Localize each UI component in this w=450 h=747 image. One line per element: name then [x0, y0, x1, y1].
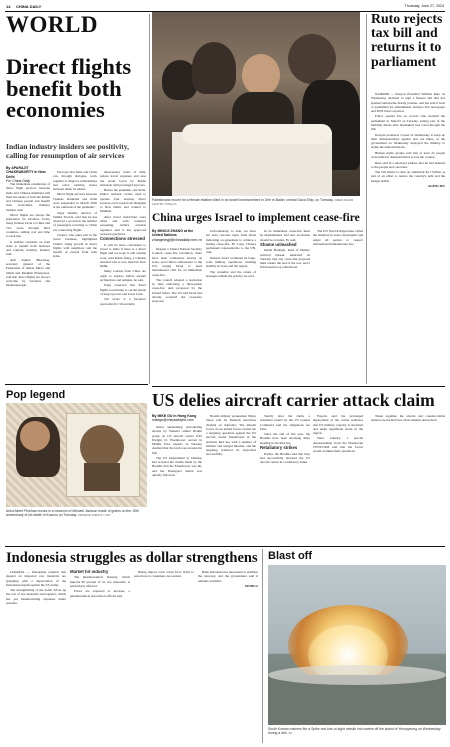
indonesia-paragraph: Rising import costs could force firms to pass more to consumers, he warned. [134, 570, 194, 579]
carrier-paragraph: Houthi military spokesman Yahya Saree told Al Masirah television channel on Saturday: The missile forces of our armed forces carried out a targeting operation against the US aircraft carrier Eisenhower in the northern Red Sea with a number of ballistic and winged missiles, and the targeting achieved its objectives successfully. [206, 414, 256, 457]
indonesia-body-col3 [134, 570, 194, 744]
gaza-body-col3 [260, 229, 310, 383]
lead-subhead: Indian industry insiders see positivity, calling for resumption of air services [6, 142, 130, 160]
gaza-photo-caption [152, 198, 360, 206]
carrier-paragraph: Since January, a special announcement from the Houthi-run CENTCOM said that the forces would continue their operations. [313, 436, 363, 454]
blast-off-caption [268, 727, 446, 735]
indonesia-paragraph: Bank Indonesia has intervened to stabilize the currency, and the government said it remains watchful. [198, 570, 258, 583]
carrier-paragraph: Taken together, the attacks and counter-claims underscore the Red Sea crisis remains unresolved. [371, 414, 445, 423]
paper-name: CHINA DAILY [16, 4, 42, 9]
gaza-photo-credit: ABED RAHIM KHATIB / XINHUA [152, 198, 354, 207]
gaza-paragraph: Unfortunately, to date, we have not seen concrete signs from Israel indicating an agreement to achieve a lasting cease-fire, Fu Cong, China's permanent representative to the UN, said. [206, 229, 256, 255]
gaza-body-col2 [206, 229, 256, 383]
carrier-body-col5 [371, 414, 445, 543]
carrier-paragraph: The US Department of Defense had accused the claims made by the Houthis that the Eisenhower was hit, and the Pentagon's denial was quickly followed. [152, 455, 202, 477]
lead-paragraph: It enables countries on both sides to benefit from business and tourism, industry insiders said. [6, 239, 50, 257]
carrier-byline-name: By MIKE GU in Hong Kong [152, 414, 197, 418]
ruto-headline: Ruto rejects tax bill and returns it to parliament [371, 11, 443, 69]
gaza-photo [152, 12, 360, 196]
lead-paragraph: We hope that India and China can, through dialogue, work together to improve relationships and solve existing issues between them, he added. [53, 170, 97, 191]
gaza-paragraph: Despite a United Nations Security Council cease-fire resolution, there have been continuous attacks on Gaza, and China's ambassador to the UN, urging Israel to heed international calls for an immediate cease-fire. [152, 247, 202, 277]
gaza-paragraph: The UN Special Rapporteur called the situation in Gaza catastrophic and urged all parties to respect international humanitarian law. [313, 229, 363, 246]
lead-body-col1 [6, 182, 50, 378]
indonesia-crosshead: Market hit industry [70, 570, 109, 574]
lead-paragraph: It will be more convenient to travel to India if there is a direct flight and we hope it will resume soon, said Robin Jiang, a Chinese national who is now based in New Delhi. [100, 242, 146, 268]
indonesia-source: XINHUA [244, 583, 258, 588]
indonesia-paragraph: Prices are expected to increase, a pharmaceutical association official said. [70, 589, 130, 598]
ruto-paragraph: Human rights groups said that at least 22 people were killed in demonstrations across the country. [371, 150, 445, 160]
ruto-source: AGENCIES [427, 184, 445, 189]
carrier-body-col1 [152, 425, 202, 543]
bottom-rule [5, 546, 445, 547]
lead-crosshead: Connections stressed [100, 236, 145, 242]
lead-body-col2 [53, 170, 97, 378]
blast-off-title: Blast off [268, 550, 312, 562]
gaza-paragraph: The council adopted a resolution in June endorsing a three-phase cease-fire deal proposed by the United States. The US said Israel had already accepted the cease-fire proposal. [152, 277, 202, 304]
lead-paragraph: Anil Kumar Bhardwaj, secretary general of the Federation of Indian Micro and Small and Medium Enterprises, said that direct flights are always welcome by travelers and businesspeople. [6, 257, 50, 288]
gaza-byline [152, 229, 202, 242]
ruto-paragraph: Police opened fire on crowds who stormed the parliament in Nairobi on Tuesday, setting part of the building ablaze after lawmakers had voted through the bill. [371, 114, 445, 132]
lead-headline: Direct flights benefit both economies [6, 54, 132, 122]
section-title: WORLD [6, 12, 98, 37]
indonesia-paragraph: The pharmaceutical industry, which imports 90 percent of its raw materials, is particularly affected. [70, 575, 130, 588]
carrier-paragraph: Experts said the prolonged deployment of the carrier indicates that US military capacity is stretched and under significant strain in the region. [313, 414, 363, 435]
gaza-headline: China urges Israel to implement cease-fire [152, 212, 360, 224]
date-line: Thursday, June 27, 2024 [404, 4, 444, 8]
ruto-paragraph: Ruto said in a televised address that he had listened to the people and conceded. [371, 160, 445, 169]
gaza-byline-email: zhangmingji@chinadaily.com.cn [152, 237, 202, 242]
carrier-headline: US delies aircraft carrier attack claim [152, 390, 435, 410]
lead-paragraph: Jiang observed that direct flights would help to cut the hassle of long layovers and lower fares. [100, 283, 146, 296]
lead-body-col3 [100, 170, 146, 378]
lead-byline [6, 166, 54, 184]
pop-legend-title: Pop legend [6, 389, 66, 401]
carrier-paragraph: Since the end of last year, the Houthis have been attacking ships heading in the Red Sea. [260, 432, 310, 445]
indonesia-body-col1 [6, 570, 66, 744]
carrier-byline-email: mikegu@chinadailyhk.com [152, 418, 194, 423]
gaza-caption-text: Palestinians mourn for a female relative killed in an Israeli bombardment in Deir el-Balah, central Gaza Strip, on Tuesday. [152, 198, 334, 202]
lead-paragraph: Chopra, who takes part in the travel business, highlighted China's rising growth in direct flights with neighbors and the benefit of people from both sides. [53, 233, 97, 259]
indonesia-body-col2 [70, 570, 130, 744]
ruto-body [371, 92, 445, 382]
carrier-paragraph: Amid questioning surrounding attacks by Yemen's armed Houthi group on US aircraft carrier USS Dwight D. Eisenhower served in Middle East, experts on Tuesday doubted that the truth was revealed in full. [152, 425, 202, 455]
carrier-paragraph: Shortly after the claim, a statement issued by the US Central Command said the allegations are false. [260, 414, 310, 431]
gaza-crosshead: Shame unleashed [260, 241, 297, 247]
lead-byline-email: For China Daily [6, 179, 31, 184]
pop-legend-rule [5, 384, 148, 385]
mid-rule [152, 386, 445, 387]
pop-caption-text: Artist Albert Pinkham works in a museum of Michael Jackson made of grains on the 15th anniversary of his death in Kosovo on Tuesday. [6, 509, 139, 518]
lead-paragraph: Sagar Dasmit, director of Siddha Travels, said that he has observed a growth in the number of passengers traveling to China via connecting flights. [53, 210, 97, 232]
carrier-crosshead: Retaliatory strikes [260, 445, 298, 451]
carrier-body-col3 [260, 414, 310, 543]
pop-photo-credit: ARMEND NIMANI / AFP [77, 513, 111, 518]
lead-byline-name: By APARAJIT CHAKRABORTY in New Delhi [6, 166, 46, 179]
indonesia-body-col4 [198, 570, 258, 744]
ruto-paragraph: NAIROBI — Kenyan President William Ruto on Wednesday declined to sign a finance bill that has sparked nationwide deadly protests, and has sent it back to parliament for amendments, Kenya's Star newspaper and KTN News reported. [371, 92, 445, 113]
lead-paragraph: Many tourists from China are eager to explore India's ancient architecture and temples, he said. [100, 269, 146, 282]
ruto-paragraph: Kenyan protesters vowed on Wednesday to keep up their demonstrations against new tax hikes, as the government on Wednesday deployed the military to tackle the demonstrations. [371, 132, 445, 150]
ruto-paragraph: The bill aimed to raise an additional $2.7 billion as part of an effort to reduce the country's debt and the budget deficit. [371, 170, 445, 183]
carrier-byline [152, 414, 202, 423]
gaza-paragraph: Instead, Israel continued its large-scale military operations, slashing stability in Gaza and the region. [206, 255, 256, 269]
gaza-body-col1 [152, 247, 202, 383]
pop-legend-photo [6, 403, 147, 507]
gaza-byline-name: By MINGJI ZHANG at the United Nations [152, 229, 194, 238]
gaza-paragraph: The ceasefire and the return of hostages remain the priority, he said. [206, 269, 256, 278]
lead-paragraph: Direct flights are always the preference for travelers. Today many Indians travel to China and vice versa through third countries, adding cost and time to each trip. [6, 212, 50, 239]
lead-paragraph: After travel restrictions were lifted and with countries reopening, India's aviation regulator said it has approved restored operations. [100, 214, 146, 236]
pop-legend-caption [6, 509, 147, 517]
indonesia-headline: Indonesia struggles as dollar strengthens [6, 550, 258, 566]
carrier-body-col4 [313, 414, 363, 543]
lead-paragraph: The immediate resumption of direct flight services between India and Chinese mainland will meet the needs of both the Indian and Chinese people and benefit both economies, industry insiders said. [6, 182, 50, 212]
lead-paragraph: Before the pandemic, Air India, India's national carrier, used to operate four nonstop direct services each week from Shanghai to New Delhi, and connect to Mumbai. [100, 188, 146, 214]
lead-writer-note: The writer is a freelance journalist for China Daily. [100, 297, 146, 306]
lead-paragraph: unnecessary waste of time, reduce travel expenses and ease the strain faced by Indian nationals with prolonged layovers. [100, 170, 146, 187]
gaza-body-col4 [313, 229, 363, 383]
gaza-paragraph: In its immediate cease-fire must be implemented, and new escalation should be avoided, Fu said. [260, 229, 310, 242]
blast-off-photo [268, 565, 446, 725]
carrier-paragraph: Earlier, the Houthis said that they had successfully attacked the US aircraft carrier in a retaliatory strike. [260, 451, 310, 465]
indonesia-paragraph: JAKARTA — Indonesian retailers that depend on imported raw materials are grappling with a depreciation of the Indonesian rupiah against the US dollar. [6, 570, 66, 587]
page-number: 14 [6, 4, 11, 9]
gaza-paragraph: Ismail Haniyeh, head of Hamas' political bureau, reiterated on Tuesday that any cease-fire proposal must ensure the end of the war, and a full Israeli troop withdrawal. [260, 248, 310, 270]
lead-paragraph: Direct flight services between Chinese mainland and India were suspended in March 2020 at the outbreak of the pandemic. [53, 192, 97, 210]
carrier-body-col2 [206, 414, 256, 543]
blast-caption-text: South Korean marines fire a Spike non-line-of-sight missile into waters off the island of Yeonpyeong on Wednesday during a drill. [268, 727, 441, 736]
indonesia-paragraph: The strengthening of the dollar drives up the cost of raw materials and logistics, which has put manufacturing expenses under pressure. [6, 588, 66, 605]
blast-photo-credit: AP [288, 731, 293, 736]
